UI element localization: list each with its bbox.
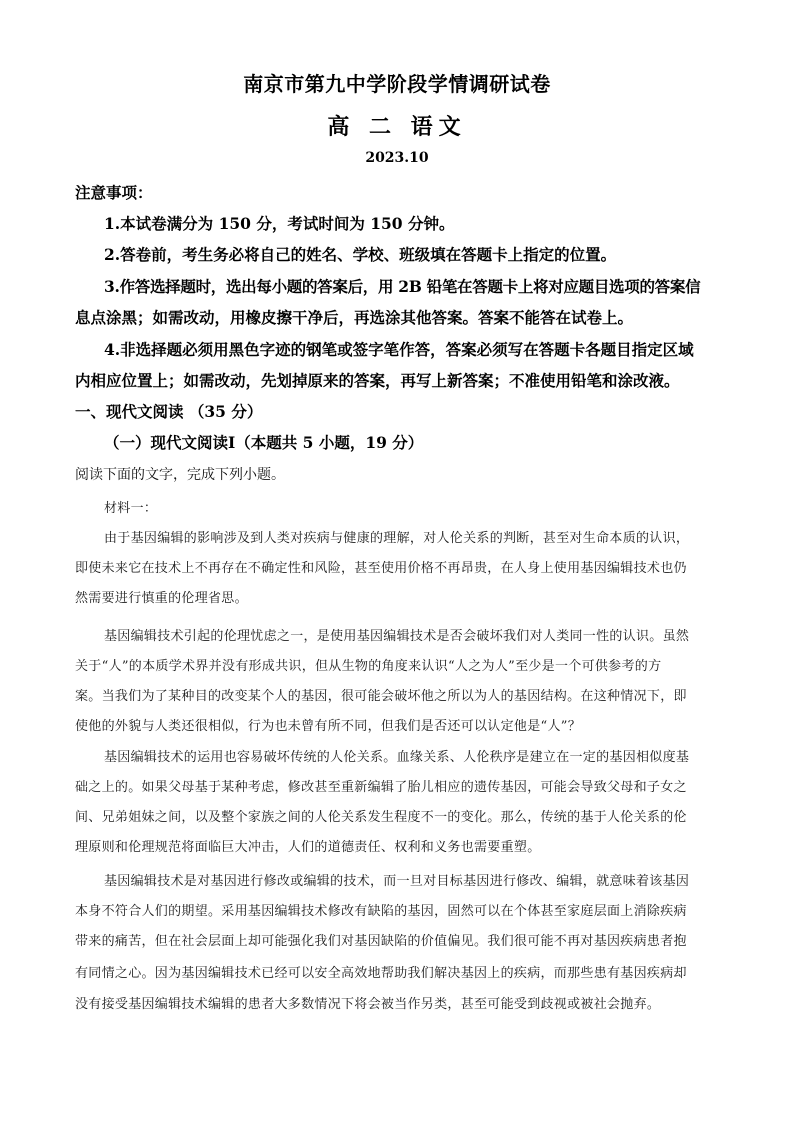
paragraph-line: 础之上的。如果父母基于某种考虑，修改甚至重新编辑了胎儿相应的遗传基因，可能会导致父母和子女之 (75, 780, 687, 795)
exam-date: 2023.10 (365, 150, 429, 166)
section-heading: 一、现代文阅读 （35 分） (75, 402, 263, 421)
paragraph-line: 即使未来它在技术上不再存在不确定性和风险，甚至使用价格不再昂贵，在人身上使用基因编辑技术也仍 (75, 561, 687, 576)
exam-title: 南京市第九中学阶段学情调研试卷 (243, 72, 551, 96)
paragraph-line: 然需要进行慎重的伦理省思。 (75, 591, 248, 606)
paragraph-line: 使他的外貌与人类还很相似，行为也未曾有所不同，但我们是否还可以认定他是“人”？ (75, 719, 581, 734)
paragraph-line: 有同情之心。因为基因编辑技术已经可以安全高效地帮助我们解决基因上的疾病，而那些患有基因疾病却 (75, 966, 687, 981)
paragraph-line: 理原则和伦理规范将面临巨大冲击，人们的道德责任、权利和义务也需要重塑。 (75, 840, 541, 855)
notice-item: 3.作答选择题时，选出每小题的答案后，用 2B 铅笔在答题卡上将对应题目选项的答案信 (104, 277, 701, 296)
paragraph-line: 基因编辑技术的运用也容易破坏传统的人伦关系。血缘关系、人伦秩序是建立在一定的基因相似度基 (104, 750, 690, 765)
paragraph-line: 带来的痛苦，但在社会层面上却可能强化我们对基因缺陷的价值偏见。我们很可能不再对基因疾病患者抱 (75, 934, 687, 949)
notice-item: 1.本试卷满分为 150 分，考试时间为 150 分钟。 (104, 214, 455, 233)
paragraph-line: 案。当我们为了某种目的改变某个人的基因，很可能会破坏他之所以为人的基因结构。在这种情况下，即 (75, 689, 687, 704)
notice-item: 4.非选择题必须用黑色字迹的钢笔或签字笔作答，答案必须写在答题卡各题目指定区域 (104, 340, 694, 359)
subsection-heading: （一）现代文阅读Ⅰ（本题共 5 小题，19 分） (104, 433, 424, 452)
reading-instruction: 阅读下面的文字，完成下列小题。 (75, 467, 285, 483)
notice-item: 2.答卷前，考生务必将自己的姓名、学校、班级填在答题卡上指定的位置。 (104, 245, 617, 264)
paragraph-line: 基因编辑技术是对基因进行修改或编辑的技术，而一旦对目标基因进行修改、编辑，就意味着该基因 (104, 874, 690, 889)
notice-item-continued: 内相应位置上；如需改动，先划掉原来的答案，再写上新答案；不准使用铅笔和涂改液。 (75, 371, 680, 390)
paragraph-line: 基因编辑技术引起的伦理忧虑之一，是使用基因编辑技术是否会破坏我们对人类同一性的认识。虽然 (104, 629, 690, 644)
paragraph-line: 关于“人”的本质学术界并没有形成共识，但从生物的角度来认识“人之为人”至少是一个可供参考的方 (75, 659, 662, 674)
notice-heading: 注意事项： (75, 183, 153, 202)
paragraph-line: 本身不符合人们的期望。采用基因编辑技术修改有缺陷的基因，固然可以在个体甚至家庭层面上消除疾病 (75, 904, 687, 919)
notice-item-continued: 息点涂黑；如需改动，用橡皮擦干净后，再选涂其他答案。答案不能答在试卷上。 (75, 308, 634, 327)
paragraph-line: 间、兄弟姐妹之间，以及整个家族之间的人伦关系发生程度不一的变化。那么，传统的基于人伦关系的伦 (75, 810, 687, 825)
paragraph-line: 由于基因编辑的影响涉及到人类对疾病与健康的理解，对人伦关系的判断，甚至对生命本质的认识， (104, 531, 690, 546)
exam-subtitle: 高 二 语文 (327, 114, 467, 140)
material-label: 材料一： (104, 501, 158, 516)
paragraph-line: 没有接受基因编辑技术编辑的患者大多数情况下将会被当作另类，甚至可能受到歧视或被社会抛弃。 (75, 997, 661, 1012)
